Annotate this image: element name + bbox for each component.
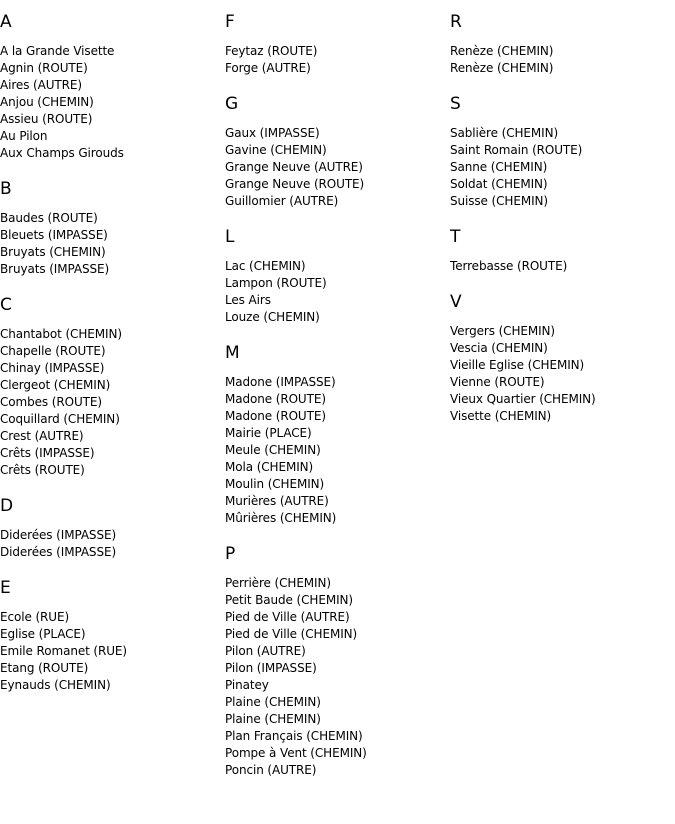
street-entry: Gavine (CHEMIN) <box>225 143 327 157</box>
street-entry: Guillomier (AUTRE) <box>225 194 339 208</box>
street-list <box>225 374 445 527</box>
street-entry: Chantabot (CHEMIN) <box>0 327 122 341</box>
letter-section-b <box>0 179 220 278</box>
street-list <box>225 575 445 779</box>
street-entry: Pinatey <box>225 678 269 692</box>
street-entry: Pied de Ville (AUTRE) <box>225 610 350 624</box>
street-entry: Les Airs <box>225 293 271 307</box>
letter-heading: L <box>225 227 235 247</box>
letter-section-m <box>225 343 445 527</box>
letter-section-v <box>450 292 670 425</box>
street-entry: Vieux Quartier (CHEMIN) <box>450 392 596 406</box>
street-entry: Combes (ROUTE) <box>0 395 102 409</box>
street-entry: Chinay (IMPASSE) <box>0 361 105 375</box>
street-entry: Sanne (CHEMIN) <box>450 160 548 174</box>
street-entry: Gaux (IMPASSE) <box>225 126 320 140</box>
street-entry: Eynauds (CHEMIN) <box>0 678 111 692</box>
letter-section-p <box>225 544 445 779</box>
street-entry: Bruyats (IMPASSE) <box>0 262 110 276</box>
street-entry: Bleuets (IMPASSE) <box>0 228 108 242</box>
street-entry: Plaine (CHEMIN) <box>225 695 321 709</box>
letter-heading: M <box>225 343 240 363</box>
letter-section-r <box>450 12 670 77</box>
index-column-3 <box>450 12 670 442</box>
street-entry: Renèze (CHEMIN) <box>450 61 554 75</box>
street-entry: Pompe à Vent (CHEMIN) <box>225 746 367 760</box>
letter-heading: C <box>0 295 12 315</box>
street-entry: Vescia (CHEMIN) <box>450 341 548 355</box>
street-entry: Pilon (IMPASSE) <box>225 661 317 675</box>
street-entry: Madone (IMPASSE) <box>225 375 336 389</box>
index-column-2 <box>225 12 445 796</box>
street-entry: Grange Neuve (ROUTE) <box>225 177 365 191</box>
street-entry: Pilon (AUTRE) <box>225 644 306 658</box>
letter-heading: V <box>450 292 462 312</box>
street-entry: Diderées (IMPASSE) <box>0 545 117 559</box>
street-entry: Plan Français (CHEMIN) <box>225 729 363 743</box>
street-list <box>225 125 445 210</box>
street-entry: Sablière (CHEMIN) <box>450 126 559 140</box>
street-entry: Perrière (CHEMIN) <box>225 576 331 590</box>
street-entry: Saint Romain (ROUTE) <box>450 143 583 157</box>
letter-heading: G <box>225 94 239 114</box>
street-list <box>225 258 445 326</box>
street-entry: Lampon (ROUTE) <box>225 276 327 290</box>
letter-heading: T <box>450 227 461 247</box>
street-entry: Visette (CHEMIN) <box>450 409 552 423</box>
letter-heading: S <box>450 94 461 114</box>
index-column-1 <box>0 12 220 711</box>
street-entry: Chapelle (ROUTE) <box>0 344 106 358</box>
street-entry: Mairie (PLACE) <box>225 426 312 440</box>
letter-heading: R <box>450 12 462 32</box>
street-list <box>0 210 220 278</box>
street-entry: Meule (CHEMIN) <box>225 443 321 457</box>
letter-section-c <box>0 295 220 479</box>
letter-section-l <box>225 227 445 326</box>
street-entry: Vienne (ROUTE) <box>450 375 545 389</box>
street-entry: Vieille Eglise (CHEMIN) <box>450 358 585 372</box>
street-list <box>0 326 220 479</box>
street-entry: Renèze (CHEMIN) <box>450 44 554 58</box>
letter-section-f <box>225 12 445 77</box>
letter-section-a <box>0 12 220 162</box>
letter-heading: B <box>0 179 12 199</box>
street-entry: Mola (CHEMIN) <box>225 460 314 474</box>
street-entry: Baudes (ROUTE) <box>0 211 98 225</box>
street-entry: Crêts (ROUTE) <box>0 463 85 477</box>
street-entry: Soldat (CHEMIN) <box>450 177 548 191</box>
street-entry: Forge (AUTRE) <box>225 61 311 75</box>
street-entry: Assieu (ROUTE) <box>0 112 93 126</box>
street-entry: Emile Romanet (RUE) <box>0 644 127 658</box>
street-entry: Aires (AUTRE) <box>0 78 82 92</box>
street-entry: Madone (ROUTE) <box>225 409 326 423</box>
street-entry: Louze (CHEMIN) <box>225 310 320 324</box>
street-list <box>450 258 670 275</box>
street-list <box>450 43 670 77</box>
street-entry: Plaine (CHEMIN) <box>225 712 321 726</box>
letter-section-d <box>0 496 220 561</box>
street-entry: Suisse (CHEMIN) <box>450 194 548 208</box>
street-entry: Feytaz (ROUTE) <box>225 44 318 58</box>
street-entry: Etang (ROUTE) <box>0 661 89 675</box>
street-entry: Diderées (IMPASSE) <box>0 528 117 542</box>
street-list <box>0 43 220 162</box>
street-list <box>225 43 445 77</box>
street-entry: Anjou (CHEMIN) <box>0 95 94 109</box>
street-entry: Vergers (CHEMIN) <box>450 324 555 338</box>
street-entry: Lac (CHEMIN) <box>225 259 306 273</box>
street-entry: Petit Baude (CHEMIN) <box>225 593 353 607</box>
street-list <box>450 125 670 210</box>
street-entry: Eglise (PLACE) <box>0 627 86 641</box>
street-entry: Bruyats (CHEMIN) <box>0 245 106 259</box>
street-entry: Terrebasse (ROUTE) <box>450 259 568 273</box>
street-entry: Coquillard (CHEMIN) <box>0 412 120 426</box>
street-entry: Grange Neuve (AUTRE) <box>225 160 363 174</box>
letter-section-t <box>450 227 670 275</box>
street-entry: Au Pilon <box>0 129 48 143</box>
street-entry: Ecole (RUE) <box>0 610 70 624</box>
street-entry: Clergeot (CHEMIN) <box>0 378 111 392</box>
letter-heading: A <box>0 12 12 32</box>
street-list <box>0 527 220 561</box>
street-entry: Crest (AUTRE) <box>0 429 84 443</box>
street-entry: Murières (AUTRE) <box>225 494 329 508</box>
street-entry: Mûrières (CHEMIN) <box>225 511 337 525</box>
letter-heading: F <box>225 12 235 32</box>
street-list <box>450 323 670 425</box>
street-list <box>0 609 220 694</box>
letter-heading: E <box>0 578 11 598</box>
street-entry: A la Grande Visette <box>0 44 115 58</box>
street-entry: Moulin (CHEMIN) <box>225 477 325 491</box>
street-entry: Aux Champs Girouds <box>0 146 124 160</box>
letter-section-s <box>450 94 670 210</box>
street-entry: Madone (ROUTE) <box>225 392 326 406</box>
letter-heading: D <box>0 496 14 516</box>
street-entry: Pied de Ville (CHEMIN) <box>225 627 358 641</box>
street-entry: Agnin (ROUTE) <box>0 61 88 75</box>
letter-section-g <box>225 94 445 210</box>
street-entry: Crêts (IMPASSE) <box>0 446 95 460</box>
letter-section-e <box>0 578 220 694</box>
letter-heading: P <box>225 544 236 564</box>
street-entry: Poncin (AUTRE) <box>225 763 317 777</box>
